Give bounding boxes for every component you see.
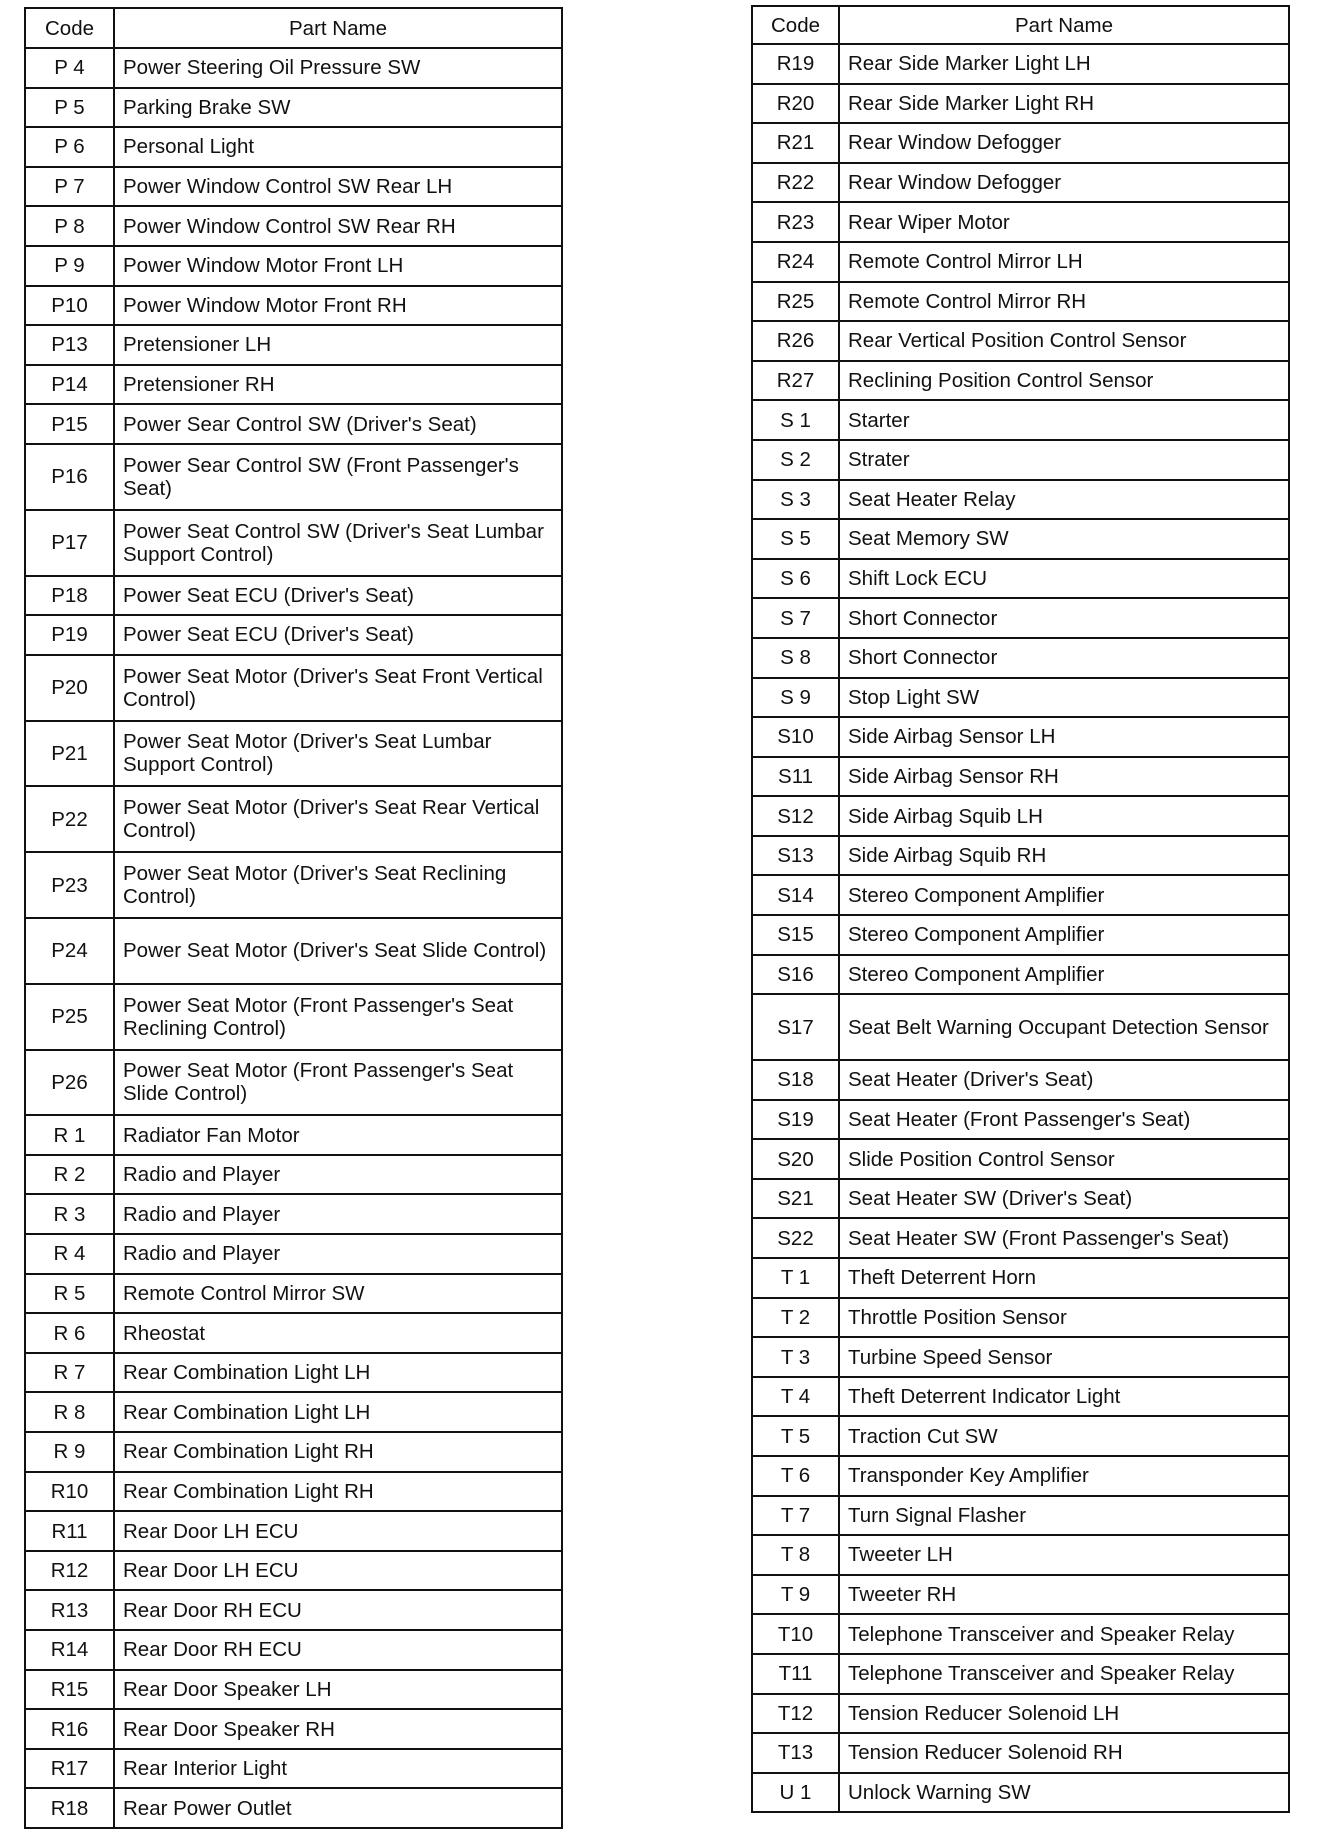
table-row <box>752 480 1289 520</box>
table-row <box>752 1773 1289 1813</box>
part-name-cell: Telephone Transceiver and Speaker Relay <box>839 1654 1289 1694</box>
part-code-cell: T 2 <box>752 1298 839 1338</box>
table-row <box>25 655 562 721</box>
table-row <box>752 1298 1289 1338</box>
part-name-cell: Rear Door Speaker LH <box>114 1670 562 1710</box>
part-name-cell: Rear Interior Light <box>114 1749 562 1789</box>
part-name-cell: Seat Heater Relay <box>839 480 1289 520</box>
part-code-cell: T 6 <box>752 1456 839 1496</box>
table-row <box>752 875 1289 915</box>
table-row <box>25 1313 562 1353</box>
table-row <box>25 1155 562 1195</box>
part-code-cell: R10 <box>25 1472 114 1512</box>
part-code-cell: S11 <box>752 757 839 797</box>
table-row <box>752 1100 1289 1140</box>
part-code-cell: S20 <box>752 1139 839 1179</box>
table-row <box>752 84 1289 124</box>
part-name-cell: Rear Window Defogger <box>839 163 1289 203</box>
part-code-cell: P 9 <box>25 246 114 286</box>
left-table-body <box>25 48 562 1828</box>
part-code-cell: P26 <box>25 1050 114 1116</box>
part-code-cell: S 5 <box>752 519 839 559</box>
part-name-cell: Remote Control Mirror RH <box>839 282 1289 322</box>
right-table-body <box>752 44 1289 1812</box>
part-name-cell: Shift Lock ECU <box>839 559 1289 599</box>
table-row <box>25 1630 562 1670</box>
part-name-cell: Radio and Player <box>114 1234 562 1274</box>
part-name-cell: Side Airbag Sensor LH <box>839 717 1289 757</box>
part-code-cell: T 5 <box>752 1416 839 1456</box>
table-row <box>752 361 1289 401</box>
part-name-cell: Turbine Speed Sensor <box>839 1337 1289 1377</box>
part-name-cell: Rear Combination Light LH <box>114 1392 562 1432</box>
part-code-cell: P19 <box>25 615 114 655</box>
table-row <box>25 1749 562 1789</box>
table-row <box>25 88 562 128</box>
part-code-cell: S18 <box>752 1060 839 1100</box>
part-code-cell: S 9 <box>752 678 839 718</box>
part-name-cell: Remote Control Mirror SW <box>114 1274 562 1314</box>
part-name-cell: Rear Vertical Position Control Sensor <box>839 321 1289 361</box>
part-code-cell: R21 <box>752 123 839 163</box>
part-code-cell: S 6 <box>752 559 839 599</box>
table-row <box>752 202 1289 242</box>
part-name-cell: Rear Power Outlet <box>114 1788 562 1828</box>
part-code-cell: S10 <box>752 717 839 757</box>
table-row <box>752 836 1289 876</box>
part-name-cell: Rear Wiper Motor <box>839 202 1289 242</box>
part-code-cell: T 4 <box>752 1377 839 1417</box>
table-row <box>752 163 1289 203</box>
part-code-cell: T10 <box>752 1614 839 1654</box>
parts-table-right <box>751 5 1290 1813</box>
part-code-cell: R 2 <box>25 1155 114 1195</box>
table-row <box>25 286 562 326</box>
table-row <box>25 444 562 510</box>
table-row <box>752 1694 1289 1734</box>
part-code-cell: R20 <box>752 84 839 124</box>
table-row <box>752 1535 1289 1575</box>
table-row <box>25 576 562 616</box>
part-code-cell: R 7 <box>25 1353 114 1393</box>
table-row <box>752 994 1289 1060</box>
table-row <box>25 127 562 167</box>
table-row <box>752 282 1289 322</box>
part-code-cell: R 6 <box>25 1313 114 1353</box>
part-code-cell: P13 <box>25 325 114 365</box>
part-code-cell: S21 <box>752 1179 839 1219</box>
table-row <box>752 678 1289 718</box>
table-row <box>25 206 562 246</box>
part-code-cell: T13 <box>752 1733 839 1773</box>
part-name-cell: Rheostat <box>114 1313 562 1353</box>
part-name-cell: Power Sear Control SW (Front Passenger's Seat) <box>114 444 562 510</box>
part-code-cell: P25 <box>25 984 114 1050</box>
part-name-cell: Power Seat Motor (Driver's Seat Front Vertical Control) <box>114 655 562 721</box>
table-row <box>25 1511 562 1551</box>
part-name-cell: Short Connector <box>839 638 1289 678</box>
part-code-cell: P22 <box>25 786 114 852</box>
part-name-cell: Tension Reducer Solenoid LH <box>839 1694 1289 1734</box>
part-name-cell: Power Seat Motor (Front Passenger's Seat Reclining Control) <box>114 984 562 1050</box>
table-row <box>752 123 1289 163</box>
part-name-cell: Radio and Player <box>114 1155 562 1195</box>
part-name-cell: Power Seat Motor (Front Passenger's Seat Slide Control) <box>114 1050 562 1116</box>
code-column-header: Code <box>752 6 839 44</box>
part-name-cell: Seat Heater SW (Front Passenger's Seat) <box>839 1218 1289 1258</box>
part-code-cell: R16 <box>25 1709 114 1749</box>
part-code-cell: T12 <box>752 1694 839 1734</box>
part-name-cell: Power Seat Motor (Driver's Seat Reclining Control) <box>114 852 562 918</box>
part-code-cell: S22 <box>752 1218 839 1258</box>
part-code-cell: R23 <box>752 202 839 242</box>
table-row <box>752 440 1289 480</box>
part-code-cell: P 8 <box>25 206 114 246</box>
table-row <box>25 1353 562 1393</box>
table-header-row <box>752 6 1289 44</box>
part-name-cell: Telephone Transceiver and Speaker Relay <box>839 1614 1289 1654</box>
part-name-cell: Power Window Control SW Rear RH <box>114 206 562 246</box>
part-name-cell: Transponder Key Amplifier <box>839 1456 1289 1496</box>
table-row <box>752 321 1289 361</box>
part-name-cell: Strater <box>839 440 1289 480</box>
table-row <box>25 167 562 207</box>
table-row <box>752 1575 1289 1615</box>
part-name-cell: Seat Heater SW (Driver's Seat) <box>839 1179 1289 1219</box>
part-code-cell: R 8 <box>25 1392 114 1432</box>
part-code-cell: T 1 <box>752 1258 839 1298</box>
part-name-cell: Side Airbag Sensor RH <box>839 757 1289 797</box>
part-code-cell: P15 <box>25 404 114 444</box>
part-name-cell: Power Window Motor Front RH <box>114 286 562 326</box>
part-code-cell: P24 <box>25 918 114 984</box>
part-code-cell: T 8 <box>752 1535 839 1575</box>
part-name-cell: Turn Signal Flasher <box>839 1496 1289 1536</box>
part-name-cell: Short Connector <box>839 598 1289 638</box>
part-code-cell: P23 <box>25 852 114 918</box>
parts-table-left <box>24 7 563 1829</box>
table-row <box>752 1258 1289 1298</box>
part-name-cell: Stereo Component Amplifier <box>839 875 1289 915</box>
table-row <box>752 242 1289 282</box>
part-code-cell: S14 <box>752 875 839 915</box>
part-name-cell: Radiator Fan Motor <box>114 1115 562 1155</box>
part-name-column-header: Part Name <box>114 8 562 48</box>
part-name-cell: Rear Door RH ECU <box>114 1590 562 1630</box>
table-row <box>752 598 1289 638</box>
part-name-cell: Power Seat Motor (Driver's Seat Rear Vertical Control) <box>114 786 562 852</box>
table-row <box>25 1234 562 1274</box>
part-code-cell: R27 <box>752 361 839 401</box>
part-code-cell: R19 <box>752 44 839 84</box>
part-name-cell: Rear Side Marker Light RH <box>839 84 1289 124</box>
part-name-cell: Power Steering Oil Pressure SW <box>114 48 562 88</box>
part-name-cell: Seat Memory SW <box>839 519 1289 559</box>
table-row <box>752 1337 1289 1377</box>
table-row <box>752 1456 1289 1496</box>
part-code-cell: P16 <box>25 444 114 510</box>
part-code-cell: P 6 <box>25 127 114 167</box>
part-name-cell: Power Seat Motor (Driver's Seat Slide Control) <box>114 918 562 984</box>
part-name-cell: Pretensioner LH <box>114 325 562 365</box>
part-name-cell: Rear Door Speaker RH <box>114 1709 562 1749</box>
table-row <box>752 796 1289 836</box>
table-row <box>25 984 562 1050</box>
table-row <box>25 1472 562 1512</box>
table-row <box>25 852 562 918</box>
part-code-cell: P18 <box>25 576 114 616</box>
table-row <box>752 638 1289 678</box>
table-row <box>25 1590 562 1630</box>
part-name-cell: Power Seat Control SW (Driver's Seat Lumbar Support Control) <box>114 510 562 576</box>
part-name-cell: Rear Door LH ECU <box>114 1551 562 1591</box>
part-code-cell: R 4 <box>25 1234 114 1274</box>
part-code-cell: P20 <box>25 655 114 721</box>
part-code-cell: R24 <box>752 242 839 282</box>
part-code-cell: P14 <box>25 365 114 405</box>
part-code-cell: P21 <box>25 721 114 787</box>
part-code-cell: R25 <box>752 282 839 322</box>
part-name-cell: Throttle Position Sensor <box>839 1298 1289 1338</box>
part-code-cell: T11 <box>752 1654 839 1694</box>
table-row <box>752 1733 1289 1773</box>
part-code-cell: R26 <box>752 321 839 361</box>
table-row <box>25 1670 562 1710</box>
table-row <box>752 44 1289 84</box>
part-name-cell: Theft Deterrent Horn <box>839 1258 1289 1298</box>
part-name-cell: Pretensioner RH <box>114 365 562 405</box>
table-row <box>25 325 562 365</box>
part-name-cell: Unlock Warning SW <box>839 1773 1289 1813</box>
part-code-cell: R14 <box>25 1630 114 1670</box>
part-name-cell: Power Seat ECU (Driver's Seat) <box>114 576 562 616</box>
table-row <box>752 915 1289 955</box>
part-code-cell: R 9 <box>25 1432 114 1472</box>
part-name-cell: Stereo Component Amplifier <box>839 955 1289 995</box>
part-code-cell: S19 <box>752 1100 839 1140</box>
table-row <box>25 1274 562 1314</box>
part-code-cell: P 5 <box>25 88 114 128</box>
table-row <box>752 559 1289 599</box>
part-name-cell: Power Window Control SW Rear LH <box>114 167 562 207</box>
part-name-cell: Theft Deterrent Indicator Light <box>839 1377 1289 1417</box>
table-row <box>752 400 1289 440</box>
table-row <box>752 1179 1289 1219</box>
table-row <box>25 786 562 852</box>
part-code-cell: S 1 <box>752 400 839 440</box>
table-row <box>25 721 562 787</box>
part-code-cell: P17 <box>25 510 114 576</box>
table-row <box>752 1614 1289 1654</box>
table-row <box>752 1654 1289 1694</box>
part-name-cell: Rear Combination Light RH <box>114 1472 562 1512</box>
part-code-cell: R 3 <box>25 1194 114 1234</box>
part-name-cell: Starter <box>839 400 1289 440</box>
part-name-cell: Rear Window Defogger <box>839 123 1289 163</box>
part-name-cell: Side Airbag Squib RH <box>839 836 1289 876</box>
table-row <box>25 1551 562 1591</box>
part-name-cell: Stereo Component Amplifier <box>839 915 1289 955</box>
table-row <box>752 1139 1289 1179</box>
part-name-cell: Stop Light SW <box>839 678 1289 718</box>
part-name-cell: Personal Light <box>114 127 562 167</box>
table-row <box>752 1377 1289 1417</box>
table-row <box>752 757 1289 797</box>
part-code-cell: R17 <box>25 1749 114 1789</box>
table-row <box>25 246 562 286</box>
part-name-cell: Power Seat Motor (Driver's Seat Lumbar Support Control) <box>114 721 562 787</box>
table-header-row <box>25 8 562 48</box>
table-row <box>752 717 1289 757</box>
part-name-cell: Side Airbag Squib LH <box>839 796 1289 836</box>
table-row <box>25 404 562 444</box>
part-code-cell: R18 <box>25 1788 114 1828</box>
part-name-cell: Power Window Motor Front LH <box>114 246 562 286</box>
part-name-cell: Rear Door RH ECU <box>114 1630 562 1670</box>
part-name-cell: Tension Reducer Solenoid RH <box>839 1733 1289 1773</box>
table-row <box>25 1392 562 1432</box>
table-row <box>25 1050 562 1116</box>
part-name-cell: Parking Brake SW <box>114 88 562 128</box>
part-name-cell: Reclining Position Control Sensor <box>839 361 1289 401</box>
part-code-cell: R13 <box>25 1590 114 1630</box>
table-row <box>25 1709 562 1749</box>
table-row <box>752 1496 1289 1536</box>
table-row <box>752 1416 1289 1456</box>
part-code-cell: R12 <box>25 1551 114 1591</box>
table-row <box>752 519 1289 559</box>
table-row <box>25 1788 562 1828</box>
part-name-cell: Seat Heater (Driver's Seat) <box>839 1060 1289 1100</box>
part-name-cell: Tweeter RH <box>839 1575 1289 1615</box>
table-row <box>752 1218 1289 1258</box>
part-code-cell: T 3 <box>752 1337 839 1377</box>
table-row <box>752 955 1289 995</box>
part-code-cell: R15 <box>25 1670 114 1710</box>
table-row <box>25 510 562 576</box>
part-name-column-header: Part Name <box>839 6 1289 44</box>
table-row <box>25 365 562 405</box>
table-row <box>25 1432 562 1472</box>
part-code-cell: R 1 <box>25 1115 114 1155</box>
part-code-cell: S17 <box>752 994 839 1060</box>
table-row <box>25 918 562 984</box>
table-row <box>25 48 562 88</box>
part-code-cell: U 1 <box>752 1773 839 1813</box>
part-name-cell: Power Seat ECU (Driver's Seat) <box>114 615 562 655</box>
table-row <box>25 1194 562 1234</box>
part-code-cell: S 7 <box>752 598 839 638</box>
table-row <box>752 1060 1289 1100</box>
part-code-cell: S16 <box>752 955 839 995</box>
part-code-cell: P 7 <box>25 167 114 207</box>
part-code-cell: R 5 <box>25 1274 114 1314</box>
part-code-cell: P 4 <box>25 48 114 88</box>
part-name-cell: Seat Belt Warning Occupant Detection Sensor <box>839 994 1289 1060</box>
part-code-cell: S 2 <box>752 440 839 480</box>
part-name-cell: Rear Combination Light LH <box>114 1353 562 1393</box>
part-name-cell: Traction Cut SW <box>839 1416 1289 1456</box>
part-code-cell: T 7 <box>752 1496 839 1536</box>
part-code-cell: R22 <box>752 163 839 203</box>
part-code-cell: T 9 <box>752 1575 839 1615</box>
part-name-cell: Tweeter LH <box>839 1535 1289 1575</box>
part-name-cell: Rear Combination Light RH <box>114 1432 562 1472</box>
part-code-cell: S15 <box>752 915 839 955</box>
table-row <box>25 1115 562 1155</box>
part-code-cell: S12 <box>752 796 839 836</box>
part-code-cell: P10 <box>25 286 114 326</box>
part-code-cell: S 3 <box>752 480 839 520</box>
part-name-cell: Seat Heater (Front Passenger's Seat) <box>839 1100 1289 1140</box>
table-row <box>25 615 562 655</box>
part-code-cell: S13 <box>752 836 839 876</box>
part-name-cell: Remote Control Mirror LH <box>839 242 1289 282</box>
code-column-header: Code <box>25 8 114 48</box>
part-name-cell: Radio and Player <box>114 1194 562 1234</box>
part-name-cell: Rear Side Marker Light LH <box>839 44 1289 84</box>
part-name-cell: Rear Door LH ECU <box>114 1511 562 1551</box>
part-code-cell: R11 <box>25 1511 114 1551</box>
part-code-cell: S 8 <box>752 638 839 678</box>
part-name-cell: Power Sear Control SW (Driver's Seat) <box>114 404 562 444</box>
part-name-cell: Slide Position Control Sensor <box>839 1139 1289 1179</box>
